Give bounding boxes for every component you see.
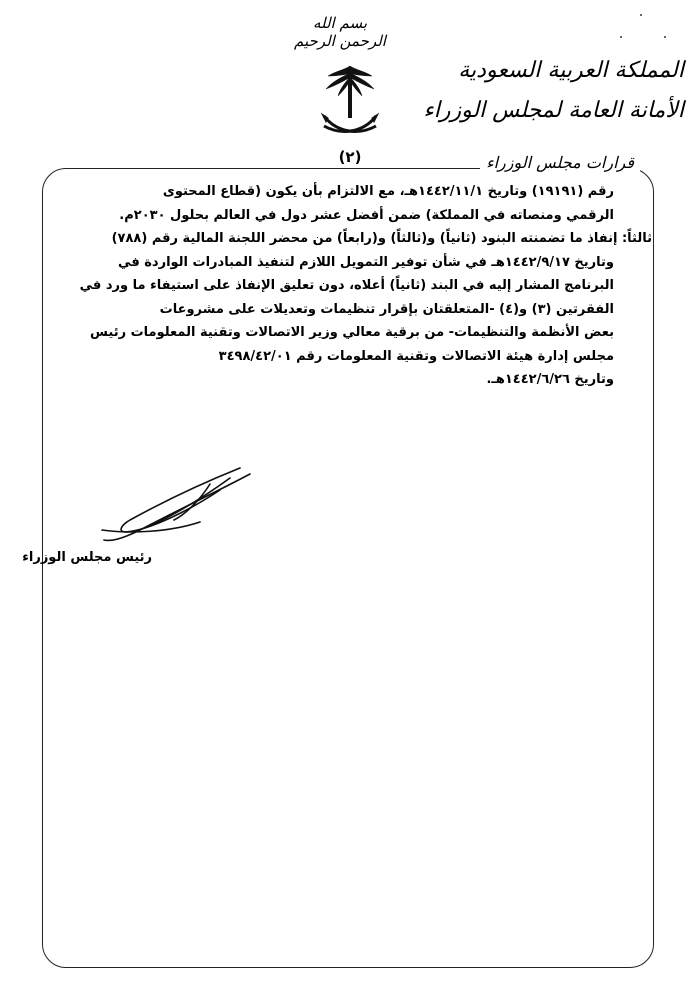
secretariat-title: الأمانة العامة لمجلس الوزراء	[423, 98, 684, 123]
page-number: (٢)	[338, 148, 362, 166]
scan-speck	[664, 36, 666, 38]
body-line: وتاريخ ١٤٤٢/٦/٢٦هـ.	[486, 372, 614, 387]
body-line: ثالثاً: إنفاذ ما تضمنته البنود (ثانياً) و(ثالثاً) و(رابعاً) من محضر اللجنة المالية رقم (٧٨٨)	[111, 231, 652, 246]
saudi-emblem-icon	[318, 62, 382, 146]
body-line: بعض الأنظمة والتنظيمات- من برقية معالي وزير الاتصالات وتقنية المعلومات رئيس	[90, 325, 614, 340]
scan-speck	[620, 36, 622, 38]
kingdom-title: المملكة العربية السعودية	[458, 58, 684, 83]
decision-body	[44, 180, 652, 392]
signature	[90, 460, 270, 550]
body-line: الرقمي ومنصاته في المملكة) ضمن أفضل عشر دول في العالم بحلول ٢٠٣٠م.	[119, 207, 614, 223]
basmala: بسم الله الرحمن الرحيم	[294, 14, 386, 50]
body-line: الفقرتين (٣) و(٤) -المتعلقتان بإقرار تنظيمات وتعديلات على مشروعات	[159, 301, 614, 317]
decisions-label: قرارات مجلس الوزراء	[480, 153, 640, 172]
signer-title: رئيس مجلس الوزراء	[22, 550, 152, 565]
body-line: وتاريخ ١٤٤٢/٩/١٧هـ في شأن توفير التمويل اللازم لتنفيذ المبادرات الواردة في	[118, 254, 614, 270]
scan-speck	[640, 14, 642, 16]
body-line: رقم (١٩١٩١) وتاريخ ١٤٤٢/١١/١هـ، مع الالتزام بأن يكون (قطاع المحتوى	[162, 184, 614, 199]
body-line: البرنامج المشار إليه في البند (ثانياً) أعلاه، دون تعليق الإنفاذ على استيفاء ما ورد في	[79, 278, 614, 293]
body-line: مجلس إدارة هيئة الاتصالات وتقنية المعلومات رقم ٣٤٩٨/٤٢/٠١	[218, 348, 614, 364]
